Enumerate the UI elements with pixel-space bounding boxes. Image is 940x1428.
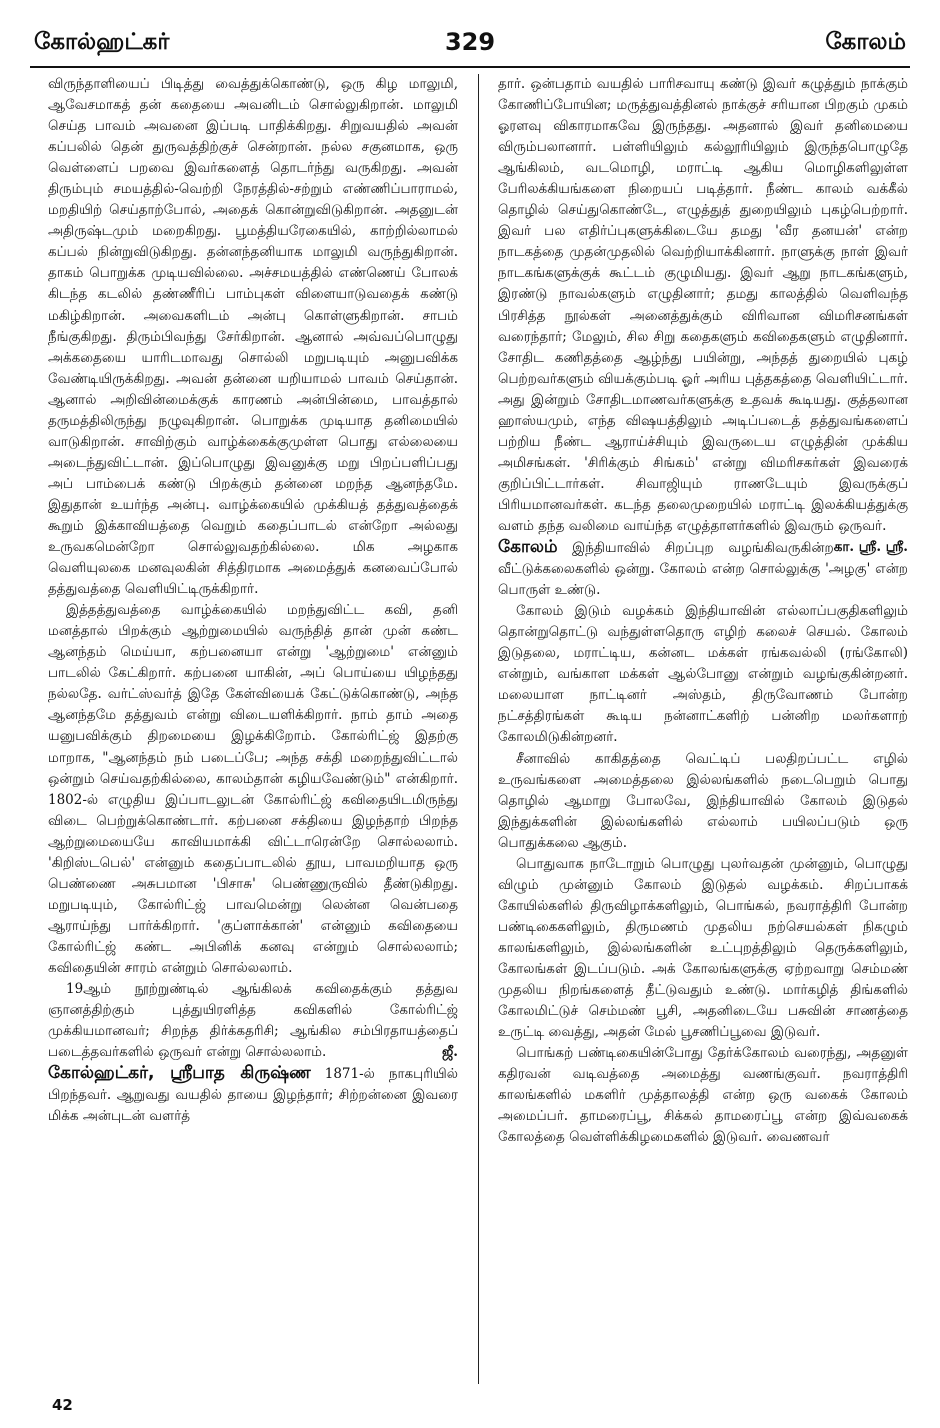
right-paragraph-2: கோலம் இடும் வழக்கம் இந்தியாவின் எல்லாப்பகுதிகளிலும் தொன்றுதொட்டு வந்துள்ளதொரு எழிற் கலைச் செயல். கோலம் இடுதலை, மராட்டிய, கன்னட மக்கள் ரங்கவல்லி (ரங்கோலி) என்றும், வங்காள மக்கள் ஆல்போனு என்றும் வழங்குகின்றனர். மலையாள நாட்டினர் அஸ்தம், திருவோணம் போன்ற நட்சத்திரங்கள் கூடிய நன்னாட்களிற் பன்னிற மலர்களாற் கோலமிடுகின்றனர். [498, 603, 908, 746]
running-head-right: கோலம் [825, 29, 906, 55]
right-paragraph-4: பொதுவாக நாடோறும் பொழுது புலர்வதன் முன்னும், பொழுது விழும் முன்னும் கோலம் இடுதல் வழக்கம். சிறப்பாகக் கோயில்களில் திருவிழாக்களிலும், பொங்கல், நவராத்திரி போன்ற பண்டிகைகளிலும், திருமணம் முதலிய நற்செயல்கள் நிகழும் காலங்களிலும், இல்லங்களின் உட்புறத்திலும் தெருக்களிலும், கோலங்கள் இடப்படும். அக் கோலங்களுக்கு ஏற்றவாறு செம்மண் முதலிய நிறங்களைத் தீட்டுவதும் உண்டு. மார்கழித் திங்களில் கோலமிட்டுச் செம்மண் பூசி, அதனிடையே பசுவின் சாணத்தை உருட்டி வைத்து, அதன் மேல் பூசணிப்பூவை இடுவர். [498, 855, 908, 1041]
header-rule [30, 66, 910, 68]
right-paragraph-5: பொங்கற் பண்டிகையின்போது தேர்க்கோலம் வரைந்து, அதனுள் கதிரவன் வடிவத்தை அமைத்து வணங்குவர். நவராத்திரி காலங்களில் மகளிர் முத்தாலத்தி என்ற ஒரு வகைக் கோலம் அமைப்பர். தாமரைப்பூ, சிக்கல் தாமரைப்பூ என்ற இவ்வகைக் கோலத்தை வெள்ளிக்கிழமைகளில் இடுவர். வைணவர் [498, 1045, 908, 1146]
author-signature: கா. ஸ்ரீ. ஸ்ரீ. [833, 539, 908, 556]
author-signature: ஜீ. [442, 1044, 458, 1061]
entry-heading: கோல்ஹட்கர், ஸ்ரீபாத கிருஷ்ண [48, 1063, 311, 1084]
right-paragraph-1 [498, 74, 908, 556]
left-paragraph-1: விருந்தாளியைப் பிடித்து வைத்துக்கொண்டு, ஒரு கிழ மாலுமி, ஆவேசமாகத் தன் கதையை அவனிடம் சொல்லுகிறான். மாலுமி செய்த பாவம் அவனை இப்படி பாதிக்கிறது. சிறுவயதில் அவன் கப்பலில் தென் துருவத்திற்குச் சென்றான். நல்ல சகுனமாக, ஒரு வெள்ளைப் பறவை இவர்களைத் தொடர்ந்து வருகிறது. அவன் திரும்பும் சமயத்தில்-வெற்றி நேரத்தில்-சற்றும் எண்ணிப்பாராமல், மறதியிற் செய்தாற்போல், அதைக் கொன்றுவிடுகிறான். அதனுடன் அதிருஷ்டமும் மறைகிறது. பூமத்தியரேகையில், காற்றில்லாமல் கப்பல் நின்றுவிடுகிறது. தன்னந்தனியாக மாலுமி வருந்துகிறான். தாகம் பொறுக்க முடியவில்லை. அச்சமயத்தில் எண்ணெய் போலக் கிடந்த கடலில் தண்ணீரிப் பாம்புகள் விளையாடுவதைக் கண்டு மகிழ்கிறான். அவைகளிடம் அன்பு கொள்ளுகிறான். சாபம் நீங்குகிறது. திரும்பிவந்து சேர்கிறான். ஆனால் அவ்வப்பொழுது அக்கதையை யாரிடமாவது சொல்லி மறுபடியும் அனுபவிக்க வேண்டியிருக்கிறது. அவன் தன்னை யறியாமல் பாவம் செய்தான். ஆனால் அறிவின்மைக்குக் காரணம் அன்பின்மை, பாவத்தால் தருமத்திலிருந்து நழுவுகிறான். பொறுக்க முடியாத தனிமையில் வாடுகிறான். சாவிற்கும் வாழ்க்கைக்குமுள்ள பொது எல்லையை அடைந்துவிட்டான். இப்பொழுது இவனுக்கு மறு பிறப்பளிப்பது அப் பாம்பைக் கண்டு பிறக்கும் தன்னை மறந்த ஆனந்தமே. இதுதான் உயர்ந்த அன்பு. வாழ்க்கையில் முக்கியத் தத்துவத்தைக் கூறும் இக்காவியத்தை வெறும் கதைப்பாடல் என்றோ அல்லது உருவகமென்றோ சொல்லுவதற்கில்லை. மிக அழகாக வெளியுலகை மனவுலகின் சித்திரமாக அமைத்துக் கனவைப்போல் தத்துவத்தை வெளியிட்டிருக்கிறார். [48, 76, 458, 598]
right-column [498, 74, 908, 1148]
running-head-left: கோல்ஹட்கர் [34, 29, 170, 55]
entry-text: இந்தியாவில் சிறப்புற வழங்கிவருகின்ற வீட்டுக்கலைகளில் ஒன்று. கோலம் என்ற சொல்லுக்கு 'அழகு' என்ற பொருள் உண்டு. [498, 540, 908, 599]
right-paragraph-1-text: தார். ஒன்பதாம் வயதில் பாரிசவாயு கண்டு இவர் கழுத்தும் நாக்கும் கோணிப்போயின; மருத்துவத்தினல் நாக்குச் சரியான பிறகும் முகம் ஓரளவு விகாரமாகவே இருந்தது. அதனால் இவர் தனிமையை விரும்பலானார். பள்ளியிலும் கல்லூரியிலும் இருந்தபொழுதே ஆங்கிலம், வடமொழி, மராட்டி ஆகிய மொழிகளிலுள்ள பேரிலக்கியங்களை நிறையப் படித்தார். நீண்ட காலம் வக்கீல் தொழில் செய்துகொண்டே, எழுத்துத் துறையிலும் புகழ்பெற்றார். இவர் பல எதிர்ப்புகளுக்கிடையே தமது 'வீர தனயன்' என்ற நாடகத்தை முதன்முதலில் வெற்றியாக்கினார். நாளுக்கு நாள் இவர் நாடகங்களுக்குக் கூட்டம் குழுமியது. இவர் ஆறு நாடகங்களும், இரண்டு நாவல்களும் எழுதினார்; தமது காலத்தில் வெளிவந்த பிரசித்த நூல்கள் அனைத்துக்கும் விரிவான விமரிசனங்கள் வரைந்தார்; மேலும், சில சிறு கதைகளும் கவிதைகளும் எழுதினார். சோதிட கணிதத்தை ஆழ்ந்து பயின்று, அந்தத் துறையில் புகழ் பெற்றவர்களும் வியக்கும்படி ஓர் அரிய புத்தகத்தை வெளியிட்டார். அது இன்றும் சோதிடமாணவர்களுக்கு உதவக் கூடியது. குத்தலான ஹாஸ்யமும், எந்த விஷயத்திலும் அடிப்படைத் தத்துவங்களைப் பற்றிய நீண்ட ஆராய்ச்சியும் இவருடைய எழுத்தின் முக்கிய அமிசங்கள். 'சிரிக்கும் சிங்கம்' என்று விமரிசகர்கள் இவரைக் குறிப்பிட்டார்கள். சிவாஜியும் ராணடேயும் இவருக்குப் பிரியமானவர்கள். கடந்த தலைமுறையில் மராட்டி இலக்கியத்துக்கு வளம் தந்த வலிமை வாய்ந்த எழுத்தாளர்களில் இவரும் ஒருவர். [498, 76, 908, 534]
entry-kolhatkar [48, 1063, 458, 1127]
left-column [48, 74, 458, 1127]
entry-text: 1871-ல் நாகபுரியில் பிறந்தவர். ஆறுவது வயதில் தாயை இழந்தார்; சிற்றன்னை இவரை மிக்க அன்புடன் வளர்த் [48, 1066, 458, 1125]
right-paragraph-3: சீனாவில் காகிதத்தை வெட்டிப் பலதிறப்பட்ட எழில் உருவங்களை அமைத்தலை இல்லங்களில் நடைபெறும் பொது தொழில் ஆமாறு போலவே, இந்தியாவில் கோலம் இடுதல் இந்துக்களின் இல்லங்களில் எல்லாம் பயிலப்படும் ஒரு பொதுக்கலை ஆகும். [498, 750, 908, 851]
entry-heading: கோலம் [498, 537, 558, 558]
volume-number: 42 [52, 1396, 73, 1414]
page-number: 329 [444, 28, 496, 56]
left-paragraph-3-text: 19ஆம் நூற்றுண்டில் ஆங்கிலக் கவிதைக்கும் தத்துவ ஞானத்திற்கும் புத்துயிரளித்த கவிகளில் கோல்ரிட்ஜ் முக்கியமானவர்; சிறந்த திர்க்கதரிசி; ஆங்கில சம்பிரதாயத்தைப் படைத்தவர்களில் ஒருவர் என்று சொல்லலாம். [48, 981, 458, 1061]
page-header [30, 22, 910, 66]
left-paragraph-2: இத்தத்துவத்தை வாழ்க்கையில் மறந்துவிட்ட கவி, தனி மனத்தால் பிறக்கும் ஆற்றுமையில் வருந்தித் தான் முன் கண்ட ஆனந்தம் மெய்யா, கற்பனையா என்று 'ஆற்றுமை' என்னும் பாடலில் கேட்கிறார். கற்பனை யாகின், அப் பொய்யை யிழந்தது நல்லதே. வர்ட்ஸ்வர்த் இதே கேள்வியைக் கேட்டுக்கொண்டு, அந்த ஆனந்தமே தத்துவம் என்று விடையளிக்கிறார். நாம் தாம் அதை யனுபவிக்கும் திறமையை இழக்கிறோம். கோல்ரிட்ஜ் இதற்கு மாறாக, "ஆனந்தம் நம் படைப்பே; அந்த சக்தி மறைந்துவிட்டால் ஒன்றும் செய்வதற்கில்லை, காலம்தான் கழியவேண்டும்" என்கிறார். 1802-ல் எழுதிய இப்பாடலுடன் கோல்ரிட்ஜ் கவிதையிடமிருந்து விடை பெற்றுக்கொண்டார். கற்பனை சக்தியை இழந்தாற் பிறந்த ஆற்றுமையையே காவியமாக்கி விட்டாரென்றே சொல்லலாம். 'கிறிஸ்டபெல்' என்னும் கதைப்பாடலில் தூய, பாவமறியாத ஒரு பெண்ணை அசுபமான 'பிசாசு' பெண்ணுருவில் தீண்டுகிறது. மறுபடியும், கோல்ரிட்ஜ் பாவமென்று லென்ன வென்பதை ஆராய்ந்து பார்க்கிறார். 'குப்ளாக்கான்' என்னும் கவிதையை கோல்ரிட்ஜ் கண்ட அபினிக் கனவு என்றும் சொல்லலாம்; கவிதையின் சாரம் என்றும் சொல்லலாம். [48, 602, 458, 976]
column-divider [478, 74, 479, 1384]
left-paragraph-3 [48, 979, 458, 1063]
